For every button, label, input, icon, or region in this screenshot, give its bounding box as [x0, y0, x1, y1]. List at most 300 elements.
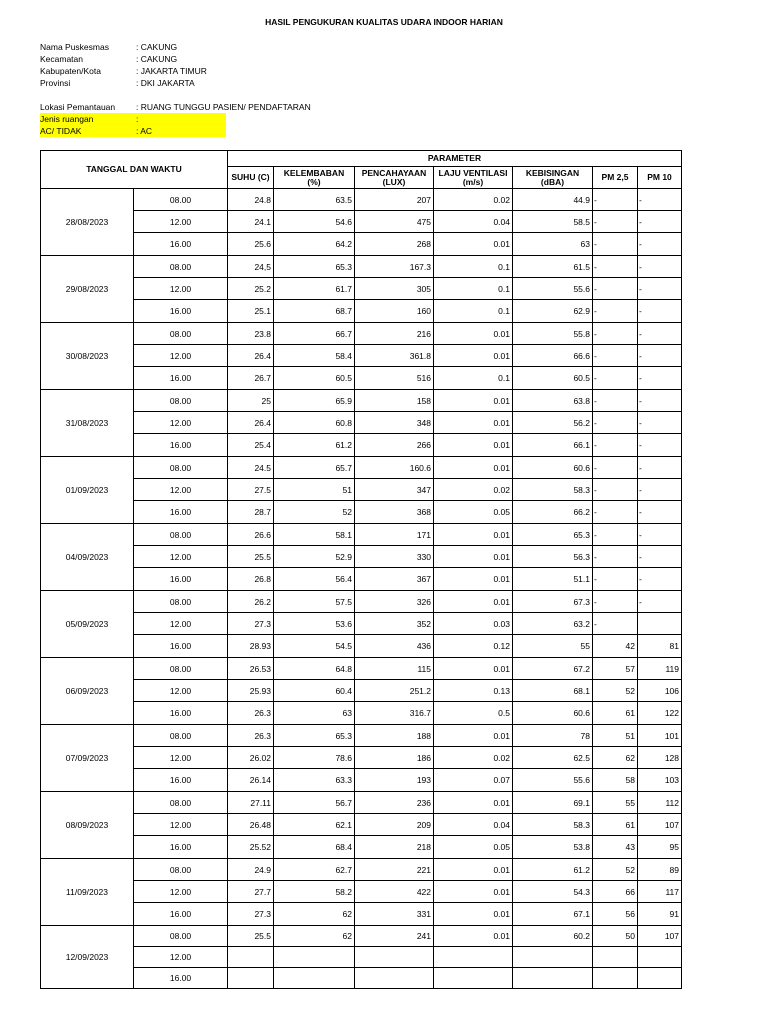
time-cell: 12.00	[134, 881, 228, 903]
suhu-cell: 25.5	[228, 926, 274, 947]
suhu-cell: 25.2	[228, 278, 274, 300]
time-cell: 08.00	[134, 256, 228, 278]
time-cell: 08.00	[134, 390, 228, 412]
kelembaban-cell: 68.7	[274, 300, 355, 323]
pencahayaan-cell: 221	[355, 859, 434, 881]
pm10-cell: 119	[638, 658, 682, 680]
kebisingan-cell: 56.2	[513, 412, 593, 434]
date-cell: 28/08/2023	[41, 189, 134, 256]
pm10-cell: -	[638, 457, 682, 479]
pencahayaan-cell: 251.2	[355, 680, 434, 702]
pm25-cell: 52	[593, 680, 638, 702]
kelembaban-cell: 68.4	[274, 836, 355, 859]
table-row	[41, 792, 682, 814]
time-cell: 16.00	[134, 635, 228, 658]
pencahayaan-cell: 361.8	[355, 345, 434, 367]
pencahayaan-cell: 316.7	[355, 702, 434, 725]
pm10-cell: -	[638, 278, 682, 300]
air-quality-table	[40, 150, 682, 989]
info-label: Jenis ruangan	[40, 114, 94, 124]
column-header: PM 10	[638, 167, 682, 189]
header-date: TANGGAL DAN WAKTU	[41, 151, 228, 189]
kebisingan-cell: 55.6	[513, 769, 593, 792]
pencahayaan-cell: 158	[355, 390, 434, 412]
ventilasi-cell: 0.01	[434, 725, 513, 747]
pm25-cell: 66	[593, 881, 638, 903]
column-header: SUHU (C)	[228, 167, 274, 189]
table-row	[41, 926, 682, 947]
info-row	[40, 77, 207, 89]
facility-info	[40, 41, 207, 89]
kebisingan-cell: 58.3	[513, 814, 593, 836]
ventilasi-cell: 0.01	[434, 926, 513, 947]
pm25-cell: 51	[593, 725, 638, 747]
kebisingan-cell: 63.2	[513, 613, 593, 635]
suhu-cell: 28.7	[228, 501, 274, 524]
pm10-cell: 117	[638, 881, 682, 903]
pm10-cell: 128	[638, 747, 682, 769]
time-cell: 16.00	[134, 836, 228, 859]
ventilasi-cell: 0.03	[434, 613, 513, 635]
suhu-cell: 26.48	[228, 814, 274, 836]
kebisingan-cell: 78	[513, 725, 593, 747]
info-label: AC/ TIDAK	[40, 126, 82, 136]
pm25-cell: 56	[593, 903, 638, 926]
kelembaban-cell: 53.6	[274, 613, 355, 635]
info-label: Nama Puskesmas	[40, 42, 109, 52]
kelembaban-cell: 52	[274, 501, 355, 524]
pencahayaan-cell: 367	[355, 568, 434, 591]
pm10-cell: -	[638, 233, 682, 256]
ventilasi-cell: 0.07	[434, 769, 513, 792]
pencahayaan-cell: 305	[355, 278, 434, 300]
pencahayaan-cell: 167.3	[355, 256, 434, 278]
time-cell: 08.00	[134, 926, 228, 947]
kebisingan-cell: 60.5	[513, 367, 593, 390]
pm25-cell: -	[593, 256, 638, 278]
time-cell: 08.00	[134, 859, 228, 881]
pm10-cell: -	[638, 501, 682, 524]
kelembaban-cell: 65.3	[274, 256, 355, 278]
pm10-cell: -	[638, 256, 682, 278]
pencahayaan-cell: 436	[355, 635, 434, 658]
column-header: KEBISINGAN (dBA)	[513, 167, 593, 189]
pencahayaan-cell: 475	[355, 211, 434, 233]
ventilasi-cell: 0.1	[434, 256, 513, 278]
ventilasi-cell: 0.1	[434, 367, 513, 390]
pm10-cell: -	[638, 479, 682, 501]
date-cell: 04/09/2023	[41, 524, 134, 591]
pencahayaan-cell: 209	[355, 814, 434, 836]
table-row	[41, 189, 682, 211]
kelembaban-cell: 54.5	[274, 635, 355, 658]
time-cell: 12.00	[134, 211, 228, 233]
table-row	[41, 323, 682, 345]
pencahayaan-cell: 331	[355, 903, 434, 926]
ventilasi-cell: 0.01	[434, 859, 513, 881]
pencahayaan-cell	[355, 947, 434, 968]
ventilasi-cell: 0.1	[434, 300, 513, 323]
kebisingan-cell: 58.3	[513, 479, 593, 501]
pm10-cell: 103	[638, 769, 682, 792]
pm25-cell: -	[593, 613, 638, 635]
info-value: :	[136, 114, 139, 124]
suhu-cell: 26.3	[228, 725, 274, 747]
time-cell: 12.00	[134, 345, 228, 367]
ventilasi-cell	[434, 947, 513, 968]
date-cell: 30/08/2023	[41, 323, 134, 390]
ventilasi-cell: 0.01	[434, 434, 513, 457]
pencahayaan-cell: 218	[355, 836, 434, 859]
ventilasi-cell: 0.01	[434, 792, 513, 814]
pencahayaan-cell: 516	[355, 367, 434, 390]
info-value: : CAKUNG	[136, 42, 178, 52]
ventilasi-cell: 0.01	[434, 568, 513, 591]
kebisingan-cell: 58.5	[513, 211, 593, 233]
pm25-cell	[593, 947, 638, 968]
kelembaban-cell: 58.2	[274, 881, 355, 903]
ventilasi-cell	[434, 968, 513, 989]
kebisingan-cell: 55.6	[513, 278, 593, 300]
pm10-cell: 112	[638, 792, 682, 814]
kelembaban-cell: 54.6	[274, 211, 355, 233]
kebisingan-cell: 66.1	[513, 434, 593, 457]
time-cell: 12.00	[134, 947, 228, 968]
table-row	[41, 524, 682, 546]
time-cell: 16.00	[134, 300, 228, 323]
suhu-cell: 27.5	[228, 479, 274, 501]
column-header: LAJU VENTILASI (m/s)	[434, 167, 513, 189]
table-row	[41, 658, 682, 680]
info-label: Lokasi Pemantauan	[40, 102, 116, 112]
table-row	[41, 702, 682, 725]
pencahayaan-cell: 188	[355, 725, 434, 747]
time-cell: 12.00	[134, 747, 228, 769]
suhu-cell: 24,5	[228, 256, 274, 278]
table-row	[41, 211, 682, 233]
kelembaban-cell: 64.8	[274, 658, 355, 680]
date-cell: 12/09/2023	[41, 926, 134, 989]
kelembaban-cell: 62	[274, 926, 355, 947]
pencahayaan-cell: 352	[355, 613, 434, 635]
suhu-cell: 27.3	[228, 613, 274, 635]
pm10-cell: 81	[638, 635, 682, 658]
suhu-cell: 27.3	[228, 903, 274, 926]
kelembaban-cell	[274, 968, 355, 989]
ventilasi-cell: 0.12	[434, 635, 513, 658]
suhu-cell: 26.02	[228, 747, 274, 769]
ventilasi-cell: 0.5	[434, 702, 513, 725]
kelembaban-cell: 61.2	[274, 434, 355, 457]
ventilasi-cell: 0.01	[434, 591, 513, 613]
table-row	[41, 457, 682, 479]
info-value: : DKI JAKARTA	[136, 78, 195, 88]
pm10-cell: -	[638, 211, 682, 233]
ventilasi-cell: 0.05	[434, 501, 513, 524]
pm25-cell: -	[593, 233, 638, 256]
ventilasi-cell: 0.1	[434, 278, 513, 300]
table-row	[41, 968, 682, 989]
kebisingan-cell	[513, 947, 593, 968]
time-cell: 08.00	[134, 792, 228, 814]
pm25-cell: -	[593, 501, 638, 524]
time-cell: 16.00	[134, 367, 228, 390]
table-row	[41, 635, 682, 658]
kelembaban-cell: 60.5	[274, 367, 355, 390]
table-row	[41, 947, 682, 968]
kebisingan-cell: 55.8	[513, 323, 593, 345]
pm10-cell: -	[638, 546, 682, 568]
date-cell: 05/09/2023	[41, 591, 134, 658]
table-row	[41, 390, 682, 412]
pencahayaan-cell: 347	[355, 479, 434, 501]
pm10-cell	[638, 947, 682, 968]
pm25-cell: -	[593, 367, 638, 390]
pm25-cell: -	[593, 300, 638, 323]
time-cell: 08.00	[134, 457, 228, 479]
time-cell: 08.00	[134, 658, 228, 680]
table-row	[41, 725, 682, 747]
time-cell: 16.00	[134, 903, 228, 926]
ventilasi-cell: 0.02	[434, 747, 513, 769]
time-cell: 08.00	[134, 323, 228, 345]
suhu-cell: 26.4	[228, 412, 274, 434]
table-row	[41, 434, 682, 457]
kebisingan-cell: 69.1	[513, 792, 593, 814]
kelembaban-cell	[274, 947, 355, 968]
pm10-cell	[638, 613, 682, 635]
ventilasi-cell: 0.01	[434, 233, 513, 256]
time-cell: 16.00	[134, 233, 228, 256]
suhu-cell: 27.11	[228, 792, 274, 814]
kelembaban-cell: 56.7	[274, 792, 355, 814]
pm10-cell: 106	[638, 680, 682, 702]
time-cell: 16.00	[134, 434, 228, 457]
kebisingan-cell: 54.3	[513, 881, 593, 903]
time-cell: 08.00	[134, 591, 228, 613]
suhu-cell: 23.8	[228, 323, 274, 345]
ventilasi-cell: 0.02	[434, 479, 513, 501]
kebisingan-cell: 62.9	[513, 300, 593, 323]
page-title: HASIL PENGUKURAN KUALITAS UDARA INDOOR HARIAN	[265, 17, 503, 27]
pencahayaan-cell: 326	[355, 591, 434, 613]
table-row	[41, 479, 682, 501]
pm10-cell: -	[638, 591, 682, 613]
kelembaban-cell: 58.1	[274, 524, 355, 546]
pencahayaan-cell: 186	[355, 747, 434, 769]
kebisingan-cell: 53.8	[513, 836, 593, 859]
info-value: : JAKARTA TIMUR	[136, 66, 207, 76]
pm10-cell: -	[638, 568, 682, 591]
time-cell: 12.00	[134, 546, 228, 568]
pm10-cell: -	[638, 323, 682, 345]
time-cell: 16.00	[134, 501, 228, 524]
suhu-cell: 25	[228, 390, 274, 412]
suhu-cell: 24.8	[228, 189, 274, 211]
pm10-cell: -	[638, 412, 682, 434]
pencahayaan-cell: 115	[355, 658, 434, 680]
info-row	[40, 125, 226, 137]
pm25-cell: -	[593, 278, 638, 300]
kelembaban-cell: 52.9	[274, 546, 355, 568]
table-row	[41, 568, 682, 591]
kebisingan-cell: 68.1	[513, 680, 593, 702]
kelembaban-cell: 56.4	[274, 568, 355, 591]
suhu-cell: 27.7	[228, 881, 274, 903]
suhu-cell: 26.6	[228, 524, 274, 546]
pm25-cell: 57	[593, 658, 638, 680]
location-info	[40, 101, 311, 137]
suhu-cell	[228, 968, 274, 989]
time-cell: 08.00	[134, 524, 228, 546]
ventilasi-cell: 0.01	[434, 323, 513, 345]
header-parameter: PARAMETER	[228, 151, 682, 167]
kelembaban-cell: 60.4	[274, 680, 355, 702]
pm10-cell: -	[638, 189, 682, 211]
pm25-cell: 58	[593, 769, 638, 792]
suhu-cell: 25.6	[228, 233, 274, 256]
info-row	[40, 65, 207, 77]
pencahayaan-cell: 348	[355, 412, 434, 434]
table-row	[41, 367, 682, 390]
suhu-cell: 26.14	[228, 769, 274, 792]
date-cell: 06/09/2023	[41, 658, 134, 725]
table-row	[41, 903, 682, 926]
ventilasi-cell: 0.01	[434, 345, 513, 367]
kelembaban-cell: 66.7	[274, 323, 355, 345]
column-header: KELEMBABAN (%)	[274, 167, 355, 189]
pm25-cell: -	[593, 457, 638, 479]
table-row	[41, 591, 682, 613]
pm25-cell: 61	[593, 814, 638, 836]
pencahayaan-cell: 160	[355, 300, 434, 323]
table-row	[41, 613, 682, 635]
suhu-cell: 26.8	[228, 568, 274, 591]
pm10-cell: -	[638, 524, 682, 546]
pm25-cell: 62	[593, 747, 638, 769]
kebisingan-cell: 61.5	[513, 256, 593, 278]
kelembaban-cell: 63.3	[274, 769, 355, 792]
pencahayaan-cell: 368	[355, 501, 434, 524]
pm25-cell: -	[593, 568, 638, 591]
table-row	[41, 233, 682, 256]
kelembaban-cell: 62.7	[274, 859, 355, 881]
kebisingan-cell: 66.6	[513, 345, 593, 367]
pm10-cell: 101	[638, 725, 682, 747]
pm25-cell: -	[593, 189, 638, 211]
date-cell: 11/09/2023	[41, 859, 134, 926]
pencahayaan-cell: 160.6	[355, 457, 434, 479]
date-cell: 08/09/2023	[41, 792, 134, 859]
time-cell: 12.00	[134, 814, 228, 836]
pm10-cell: 107	[638, 814, 682, 836]
pencahayaan-cell: 266	[355, 434, 434, 457]
suhu-cell: 24.1	[228, 211, 274, 233]
info-row	[40, 113, 226, 125]
time-cell: 12.00	[134, 278, 228, 300]
pm25-cell: 43	[593, 836, 638, 859]
pm25-cell: -	[593, 211, 638, 233]
kelembaban-cell: 62	[274, 903, 355, 926]
time-cell: 12.00	[134, 613, 228, 635]
kebisingan-cell: 67.1	[513, 903, 593, 926]
time-cell: 08.00	[134, 725, 228, 747]
suhu-cell: 25.93	[228, 680, 274, 702]
kelembaban-cell: 62.1	[274, 814, 355, 836]
kelembaban-cell: 78.6	[274, 747, 355, 769]
kebisingan-cell: 66.2	[513, 501, 593, 524]
pm10-cell: -	[638, 390, 682, 412]
ventilasi-cell: 0.05	[434, 836, 513, 859]
pm25-cell: 55	[593, 792, 638, 814]
pm25-cell: 42	[593, 635, 638, 658]
kelembaban-cell: 58.4	[274, 345, 355, 367]
pm10-cell: -	[638, 345, 682, 367]
table-row	[41, 256, 682, 278]
table-row	[41, 859, 682, 881]
date-cell: 01/09/2023	[41, 457, 134, 524]
time-cell: 16.00	[134, 702, 228, 725]
table-row	[41, 278, 682, 300]
time-cell: 12.00	[134, 412, 228, 434]
time-cell: 16.00	[134, 568, 228, 591]
kelembaban-cell: 65.3	[274, 725, 355, 747]
pencahayaan-cell: 216	[355, 323, 434, 345]
pm25-cell: -	[593, 479, 638, 501]
suhu-cell: 24.9	[228, 859, 274, 881]
time-cell: 08.00	[134, 189, 228, 211]
pm10-cell: 95	[638, 836, 682, 859]
kelembaban-cell: 63	[274, 702, 355, 725]
kelembaban-cell: 51	[274, 479, 355, 501]
pm25-cell: -	[593, 591, 638, 613]
pm10-cell: -	[638, 300, 682, 323]
info-row	[40, 101, 311, 113]
pm10-cell: -	[638, 434, 682, 457]
suhu-cell: 25.1	[228, 300, 274, 323]
column-header: PENCAHAYAAN (LUX)	[355, 167, 434, 189]
ventilasi-cell: 0.01	[434, 881, 513, 903]
kelembaban-cell: 65.7	[274, 457, 355, 479]
kelembaban-cell: 63.5	[274, 189, 355, 211]
pm10-cell: 122	[638, 702, 682, 725]
info-row	[40, 53, 207, 65]
table-row	[41, 881, 682, 903]
kebisingan-cell: 63.8	[513, 390, 593, 412]
kebisingan-cell: 60.6	[513, 702, 593, 725]
suhu-cell: 25.4	[228, 434, 274, 457]
kelembaban-cell: 57.5	[274, 591, 355, 613]
pm25-cell: -	[593, 546, 638, 568]
ventilasi-cell: 0.01	[434, 457, 513, 479]
suhu-cell: 26.4	[228, 345, 274, 367]
date-cell: 31/08/2023	[41, 390, 134, 457]
pm10-cell: 89	[638, 859, 682, 881]
table-row	[41, 836, 682, 859]
ventilasi-cell: 0.01	[434, 412, 513, 434]
pm10-cell: 107	[638, 926, 682, 947]
kebisingan-cell: 62.5	[513, 747, 593, 769]
info-label: Provinsi	[40, 78, 71, 88]
pm25-cell: -	[593, 390, 638, 412]
pm25-cell	[593, 968, 638, 989]
table-row	[41, 747, 682, 769]
ventilasi-cell: 0.01	[434, 390, 513, 412]
kebisingan-cell: 61.2	[513, 859, 593, 881]
suhu-cell: 25.52	[228, 836, 274, 859]
pm25-cell: -	[593, 434, 638, 457]
kelembaban-cell: 60.8	[274, 412, 355, 434]
